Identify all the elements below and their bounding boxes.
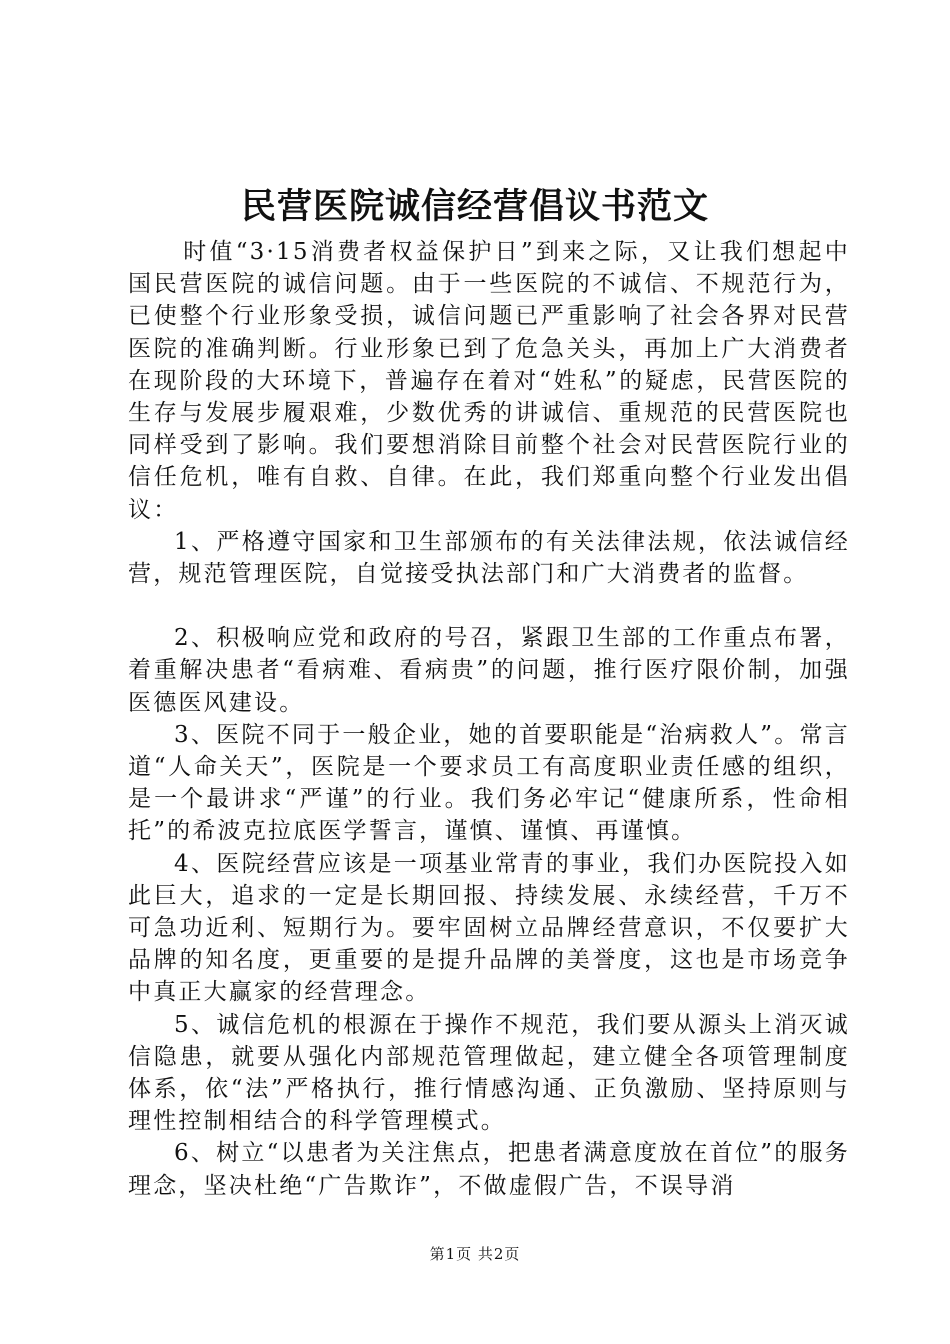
intro-paragraph: 时值“3·15消费者权益保护日”到来之际，又让我们想起中国民营医院的诚信问题。由于一些医院的不诚信、不规范行为，已使整个行业形象受损，诚信问题已严重影响了社会各界对民营医院的准确判断。行业形象已到了危急关头，再加上广大消费者在现阶段的大环境下，普遍存在着对“姓私”的疑虑，民营医院的生存与发展步履艰难，少数优秀的讲诚信、重规范的民营医院也同样受到了影响。我们要想消除目前整个社会对民营医院行业的信任危机，唯有自救、自律。在此，我们郑重向整个行业发出倡议： <box>128 239 850 523</box>
document-title: 民营医院诚信经营倡议书范文 <box>240 187 709 227</box>
proposal-item-6: 6、树立“以患者为关注焦点，把患者满意度放在首位”的服务理念，坚决杜绝“广告欺诈”，不做虚假广告，不误导消 <box>128 1140 850 1199</box>
proposal-item-5: 5、诚信危机的根源在于操作不规范，我们要从源头上消灭诚信隐患，就要从强化内部规范管理做起，建立健全各项管理制度体系，依“法”严格执行，推行情感沟通、正负激励、坚持原则与理性控制相结合的科学管理模式。 <box>128 1011 850 1135</box>
page-number-footer: 第1页 共2页 <box>429 1245 521 1263</box>
proposal-item-1: 1、严格遵守国家和卫生部颁布的有关法律法规，依法诚信经营，规范管理医院，自觉接受执法部门和广大消费者的监督。 <box>128 528 850 588</box>
proposal-item-4: 4、医院经营应该是一项基业常青的事业，我们办医院投入如此巨大，追求的一定是长期回报、持续发展、永续经营，千万不可急功近利、短期行为。要牢固树立品牌经营意识，不仅要扩大品牌的知名度，更重要的是提升品牌的美誉度，这也是市场竞争中真正大赢家的经营理念。 <box>128 850 850 1006</box>
proposal-item-2: 2、积极响应党和政府的号召，紧跟卫生部的工作重点布署，着重解决患者“看病难、看病贵”的问题，推行医疗限价制，加强医德医风建设。 <box>128 625 850 716</box>
proposal-item-3: 3、医院不同于一般企业，她的首要职能是“治病救人”。常言道“人命关天”，医院是一个要求员工有高度职业责任感的组织，是一个最讲求“严谨”的行业。我们务必牢记“健康所系，性命相托”的希波克拉底医学誓言，谨慎、谨慎、再谨慎。 <box>128 721 850 845</box>
document-body <box>128 236 850 1202</box>
